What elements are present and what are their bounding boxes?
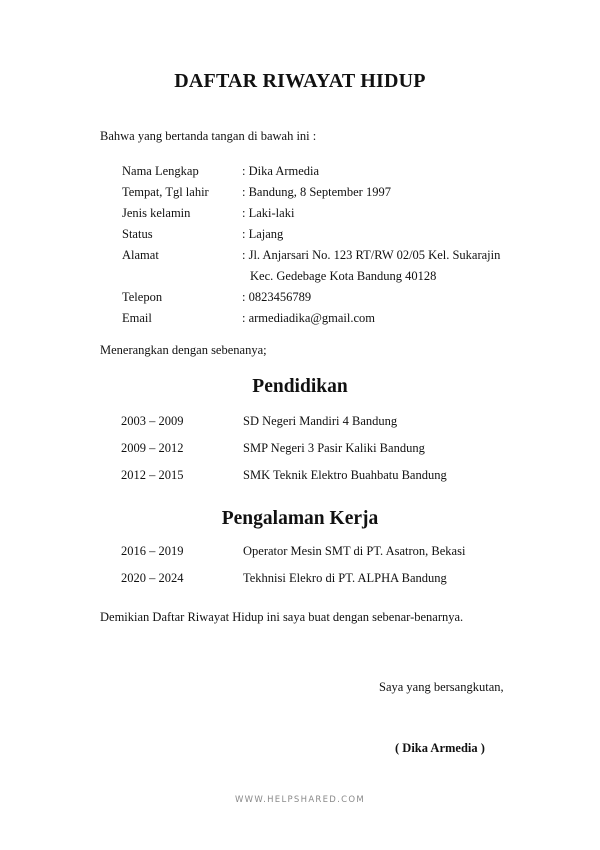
profile-label: Nama Lengkap <box>122 164 199 178</box>
profile-label: Email <box>122 311 152 325</box>
entry-desc: Tekhnisi Elekro di PT. ALPHA Bandung <box>243 571 447 585</box>
profile-label: Status <box>122 227 153 241</box>
intro-text: Bahwa yang bertanda tangan di bawah ini : <box>100 129 317 143</box>
statement-text: Menerangkan dengan sebenanya; <box>100 343 267 357</box>
entry-years: 2020 – 2024 <box>121 571 184 585</box>
entry-desc: SMK Teknik Elektro Buahbatu Bandung <box>243 468 447 482</box>
signature-intro: Saya yang bersangkutan, <box>379 680 504 694</box>
profile-label: Alamat <box>122 248 159 262</box>
entry-years: 2009 – 2012 <box>121 441 184 455</box>
profile-value: : armediadika@gmail.com <box>242 311 375 325</box>
profile-value: : Lajang <box>242 227 284 241</box>
entry-desc: SMP Negeri 3 Pasir Kaliki Bandung <box>243 441 425 455</box>
signature-name: ( Dika Armedia ) <box>395 741 485 755</box>
entry-desc: Operator Mesin SMT di PT. Asatron, Bekasi <box>243 544 466 558</box>
profile-value: : Laki-laki <box>242 206 295 220</box>
closing-text: Demikian Daftar Riwayat Hidup ini saya buat dengan sebenar-benarnya. <box>100 610 464 624</box>
education-heading: Pendidikan <box>252 376 348 397</box>
profile-label: Jenis kelamin <box>122 206 191 220</box>
entry-years: 2012 – 2015 <box>121 468 184 482</box>
profile-value: : Dika Armedia <box>242 164 320 178</box>
profile-label: Tempat, Tgl lahir <box>122 185 209 199</box>
profile-label: Telepon <box>122 290 163 304</box>
entry-years: 2016 – 2019 <box>121 544 184 558</box>
footer-watermark: WWW.HELPSHARED.COM <box>234 795 366 805</box>
profile-value: : 0823456789 <box>242 290 312 304</box>
profile-value: : Jl. Anjarsari No. 123 RT/RW 02/05 Kel. Sukarajin <box>242 248 501 262</box>
entry-desc: SD Negeri Mandiri 4 Bandung <box>243 414 398 428</box>
entry-years: 2003 – 2009 <box>121 414 184 428</box>
document-title: DAFTAR RIWAYAT HIDUP <box>174 70 426 92</box>
experience-heading: Pengalaman Kerja <box>221 508 379 529</box>
address-line-2: Kec. Gedebage Kota Bandung 40128 <box>250 269 437 283</box>
profile-value: : Bandung, 8 September 1997 <box>242 185 391 199</box>
